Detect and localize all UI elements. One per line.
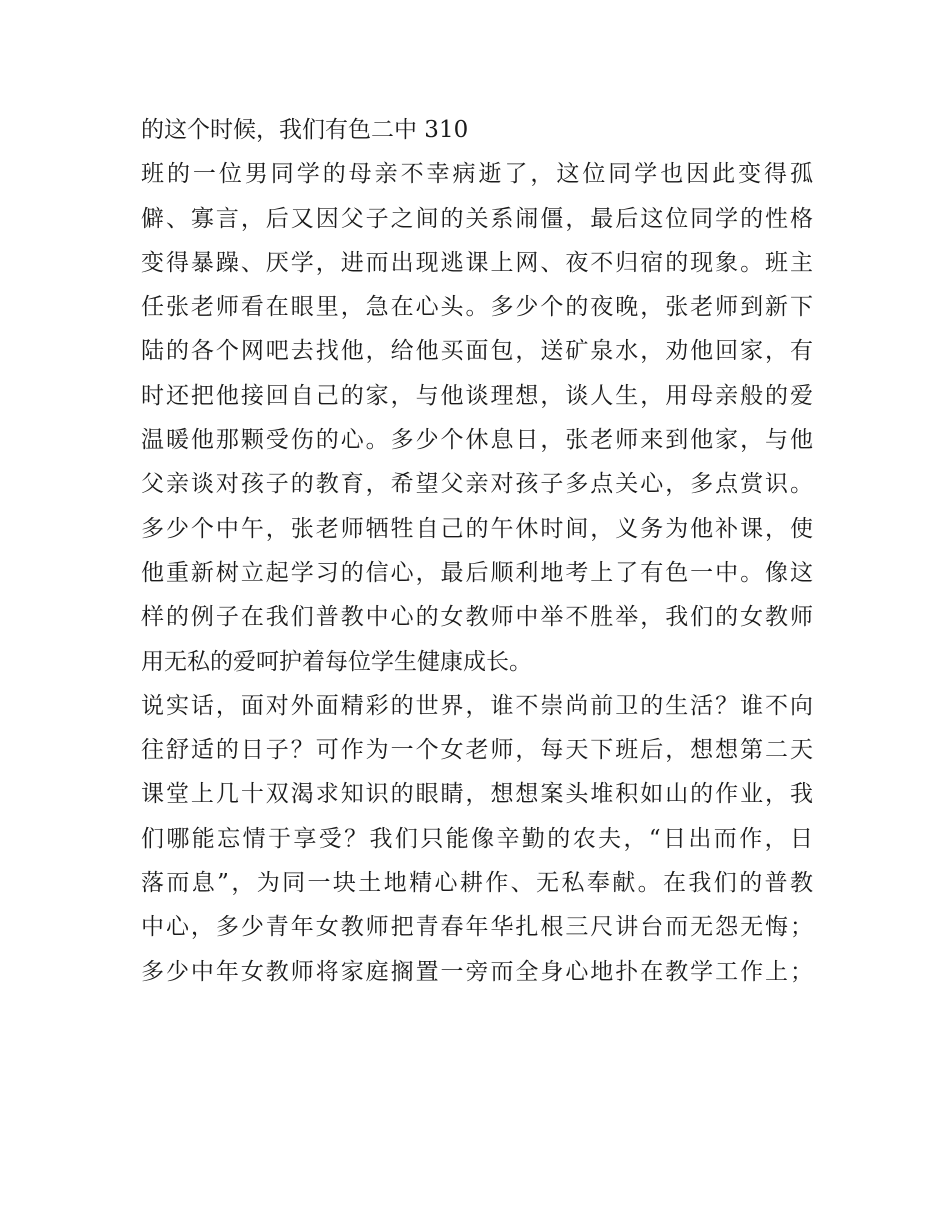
text-line: 中心，多少青年女教师把青春年华扎根三尺讲台而无怨无悔； [141, 914, 813, 941]
text-line: 父亲谈对孩子的教育，希望父亲对孩子多点关心，多点赏识。 [141, 471, 813, 498]
text-line: 们哪能忘情于享受？我们只能像辛勤的农夫，“日出而作，日 [141, 825, 813, 852]
text-line: 班的一位男同学的母亲不幸病逝了，这位同学也因此变得孤 [141, 161, 813, 188]
text-line: 他重新树立起学习的信心，最后顺利地考上了有色一中。像这 [141, 559, 813, 586]
text-line: 用无私的爱呵护着每位学生健康成长。 [141, 648, 532, 675]
text-line: 的这个时候，我们有色二中 310 [141, 117, 469, 143]
text-line: 任张老师看在眼里，急在心头。多少个的夜晚，张老师到新下 [141, 294, 813, 321]
text-line: 多少个中午，张老师牺牲自己的午休时间，义务为他补课，使 [141, 515, 813, 542]
text-line: 说实话，面对外面精彩的世界，谁不崇尚前卫的生活？谁不向 [141, 692, 813, 719]
text-line: 落而息”，为同一块土地精心耕作、无私奉献。在我们的普教 [141, 870, 813, 897]
text-line: 僻、寡言，后又因父子之间的关系闹僵，最后这位同学的性格 [141, 205, 813, 232]
text-line: 时还把他接回自己的家，与他谈理想，谈人生，用母亲般的爱 [141, 382, 813, 409]
text-line: 陆的各个网吧去找他，给他买面包，送矿泉水，劝他回家，有 [141, 338, 813, 365]
text-line: 多少中年女教师将家庭搁置一旁而全身心地扑在教学工作上； [141, 958, 813, 985]
text-line: 样的例子在我们普教中心的女教师中举不胜举，我们的女教师 [141, 604, 813, 631]
text-line: 变得暴躁、厌学，进而出现逃课上网、夜不归宿的现象。班主 [141, 249, 813, 276]
text-line: 往舒适的日子？可作为一个女老师，每天下班后，想想第二天 [141, 737, 813, 764]
text-line: 温暖他那颗受伤的心。多少个休息日，张老师来到他家，与他 [141, 427, 813, 454]
text-line: 课堂上几十双渴求知识的眼睛，想想案头堆积如山的作业，我 [141, 781, 813, 808]
body-text [141, 108, 813, 994]
